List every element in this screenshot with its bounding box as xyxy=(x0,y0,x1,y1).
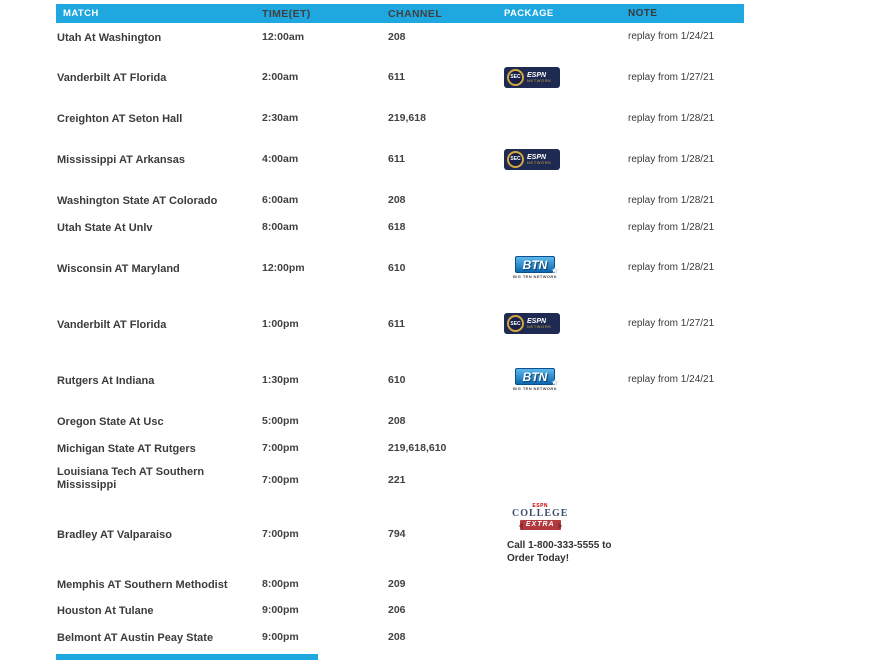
match-cell xyxy=(56,525,262,543)
match-cell xyxy=(56,371,262,389)
channel-cell: 221 xyxy=(388,473,406,486)
match-label: Louisiana Tech AT Southern Mississippi xyxy=(57,466,205,491)
channel-cell: 219,618,610 xyxy=(388,441,447,454)
college-extra-espn-text: ESPN xyxy=(532,503,549,509)
match-label: Oregon State At Usc xyxy=(57,415,164,428)
note-cell: replay from 1/28/21 xyxy=(628,112,715,124)
match-label: Wisconsin AT Maryland xyxy=(57,262,180,275)
package-cell xyxy=(504,368,628,391)
channel-cell: 208 xyxy=(388,194,406,206)
time-cell: 4:00am xyxy=(262,153,299,165)
match-cell xyxy=(56,575,262,593)
sec-espn-text: ESPN xyxy=(527,318,547,325)
big-ten-network-logo xyxy=(513,368,557,391)
match-cell xyxy=(56,68,262,86)
match-label: Creighton AT Seton Hall xyxy=(57,113,183,125)
sec-espn-network-logo xyxy=(504,313,560,334)
order-call-text: Call 1-800-333-5555 to Order Today! xyxy=(507,540,612,564)
channel-cell: 610 xyxy=(388,261,406,274)
match-cell xyxy=(56,412,262,430)
table-row xyxy=(56,295,744,352)
sec-network-text: NETWORK xyxy=(527,77,552,83)
time-cell: 7:00pm xyxy=(262,528,299,540)
time-cell: 7:00pm xyxy=(262,441,299,454)
table-row xyxy=(56,570,744,597)
channel-cell: 611 xyxy=(388,153,405,165)
sec-espn-text: ESPN xyxy=(527,153,547,161)
match-label: Houston At Tulane xyxy=(57,605,154,617)
time-cell: 12:00pm xyxy=(262,261,305,274)
time-cell: 8:00am xyxy=(262,221,299,233)
column-header-channel: CHANNEL xyxy=(388,7,443,20)
college-extra-ribbon: EXTRA xyxy=(520,520,561,530)
match-cell xyxy=(56,628,262,646)
column-header-note: NOTE xyxy=(628,8,658,19)
table-header-row xyxy=(56,4,744,23)
next-section-header-partial xyxy=(56,654,318,660)
match-cell xyxy=(56,28,262,46)
note-cell: replay from 1/24/21 xyxy=(628,374,715,385)
column-header-package: PACKAGE xyxy=(504,8,554,19)
note-cell: replay from 1/28/21 xyxy=(628,194,715,206)
match-label: Vanderbilt AT Florida xyxy=(57,318,167,331)
table-body xyxy=(56,23,744,650)
big-ten-network-logo xyxy=(513,256,557,279)
table-row xyxy=(56,23,744,50)
match-cell xyxy=(56,601,262,619)
time-cell: 5:00pm xyxy=(262,414,299,427)
table-row xyxy=(56,240,744,295)
table-row xyxy=(56,214,744,240)
match-cell xyxy=(56,466,262,493)
note-cell: replay from 1/28/21 xyxy=(628,262,715,273)
time-cell: 9:00pm xyxy=(262,604,299,616)
match-cell xyxy=(56,150,262,168)
note-cell: replay from 1/27/21 xyxy=(628,318,715,329)
btn-text: BTN xyxy=(522,369,548,384)
match-label: Utah State At Unlv xyxy=(57,222,153,234)
table-row xyxy=(56,623,744,650)
note-cell: replay from 1/27/21 xyxy=(628,71,715,83)
channel-cell: 208 xyxy=(388,414,406,427)
time-cell: 6:00am xyxy=(262,194,299,206)
college-extra-logo xyxy=(512,503,568,530)
match-label: Utah At Washington xyxy=(57,31,162,44)
note-cell: replay from 1/28/21 xyxy=(628,221,715,233)
btn-star-icon: ★ xyxy=(550,378,558,387)
table-row xyxy=(56,50,744,104)
package-cell xyxy=(504,313,628,334)
package-cell xyxy=(504,149,628,170)
sec-espn-network-logo xyxy=(504,67,560,88)
match-label: Rutgers At Indiana xyxy=(57,374,155,387)
time-cell: 2:30am xyxy=(262,112,299,124)
channel-cell: 611 xyxy=(388,317,405,330)
channel-cell: 208 xyxy=(388,30,406,43)
match-cell xyxy=(56,218,262,236)
match-cell xyxy=(56,439,262,457)
match-label: Michigan State AT Rutgers xyxy=(57,442,196,455)
btn-text: BTN xyxy=(522,257,548,272)
match-label: Washington State AT Colorado xyxy=(57,195,218,207)
time-cell: 1:00pm xyxy=(262,317,299,330)
match-label: Vanderbilt AT Florida xyxy=(57,72,167,84)
sec-shield-icon: SEC xyxy=(507,151,524,168)
match-label: Belmont AT Austin Peay State xyxy=(57,631,214,644)
table-row xyxy=(56,461,744,498)
sec-espn-network-logo xyxy=(504,149,560,170)
package-cell xyxy=(504,256,628,279)
table-row xyxy=(56,352,744,407)
channel-cell: 610 xyxy=(388,373,406,386)
btn-star-icon: ★ xyxy=(550,266,558,275)
match-cell xyxy=(56,109,262,127)
column-header-time: TIME(ET) xyxy=(262,7,311,20)
table-row xyxy=(56,434,744,461)
time-cell: 1:30pm xyxy=(262,373,299,386)
time-cell: 8:00pm xyxy=(262,577,299,590)
sec-network-text: NETWORK xyxy=(527,159,552,165)
schedule-table xyxy=(56,4,744,650)
time-cell: 9:00pm xyxy=(262,630,299,643)
sec-shield-icon: SEC xyxy=(507,315,524,332)
table-row xyxy=(56,498,744,570)
channel-cell: 611 xyxy=(388,71,405,83)
match-cell xyxy=(56,315,262,333)
note-cell: replay from 1/24/21 xyxy=(628,31,715,42)
channel-cell: 208 xyxy=(388,630,406,643)
table-row xyxy=(56,132,744,186)
channel-cell: 206 xyxy=(388,604,406,616)
package-cell xyxy=(504,67,628,88)
sec-network-text: NETWORK xyxy=(527,324,552,329)
table-row xyxy=(56,407,744,434)
match-label: Mississippi AT Arkansas xyxy=(57,154,185,166)
match-cell xyxy=(56,259,262,277)
package-cell xyxy=(504,503,628,565)
table-row xyxy=(56,186,744,214)
sec-shield-icon: SEC xyxy=(507,69,524,86)
channel-cell: 618 xyxy=(388,221,406,233)
match-label: Bradley AT Valparaiso xyxy=(57,529,172,541)
match-cell xyxy=(56,191,262,209)
sec-espn-text: ESPN xyxy=(527,71,547,79)
column-header-match: MATCH xyxy=(63,8,99,19)
table-row xyxy=(56,104,744,132)
channel-cell: 219,618 xyxy=(388,112,426,124)
table-row xyxy=(56,597,744,623)
note-cell: replay from 1/28/21 xyxy=(628,153,715,165)
time-cell: 2:00am xyxy=(262,71,299,83)
channel-cell: 209 xyxy=(388,577,406,590)
college-extra-college-text: COLLEGE xyxy=(512,508,569,519)
match-label: Memphis AT Southern Methodist xyxy=(57,578,228,591)
btn-caption-text: BIG TEN NETWORK xyxy=(513,274,557,279)
time-cell: 12:00am xyxy=(262,30,305,43)
btn-caption-text: BIG TEN NETWORK xyxy=(513,386,557,391)
channel-cell: 794 xyxy=(388,528,406,540)
time-cell: 7:00pm xyxy=(262,473,299,486)
